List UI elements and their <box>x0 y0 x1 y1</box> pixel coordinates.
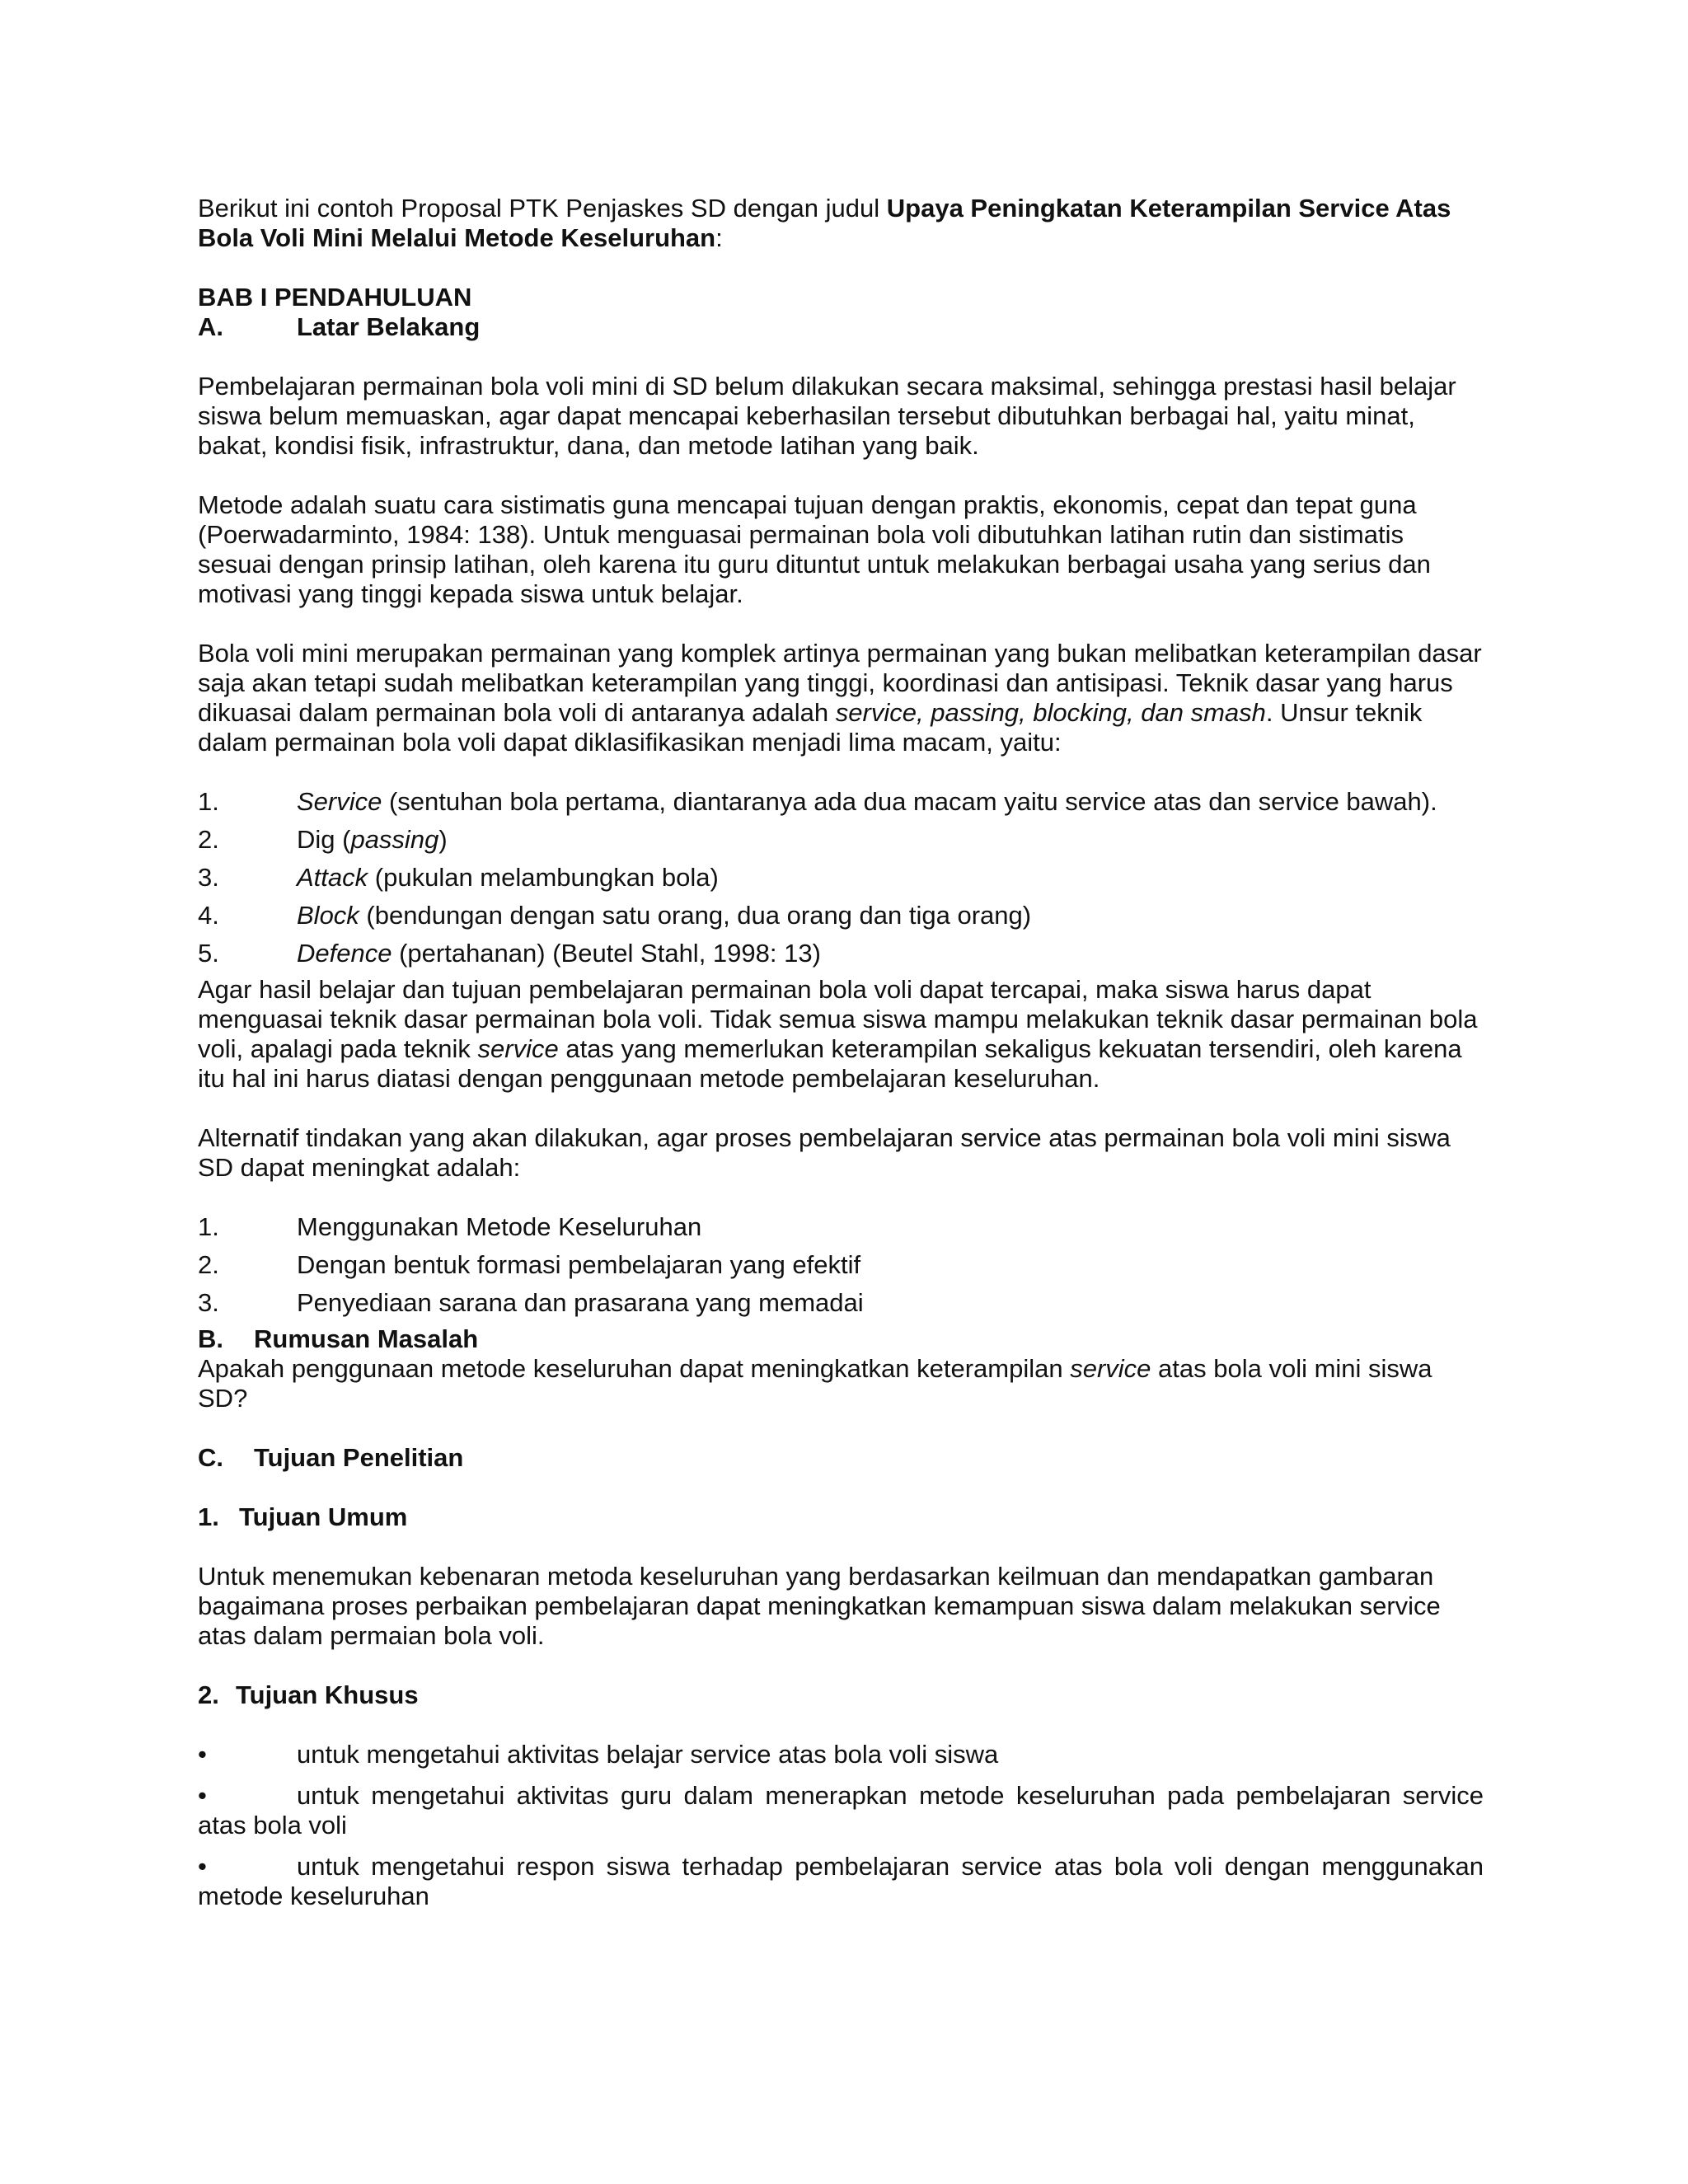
section-a-letter: A. <box>198 312 223 341</box>
paragraph-1: Pembelajaran permainan bola voli mini di SD belum dilakukan secara maksimal, sehingga prestasi hasil belajar siswa belum memuaskan, agar dapat mencapai keberhasilan tersebut dibutuhkan berbagai hal, yaitu minat, bakat, kondisi fisik, infrastruktur, dana, dan metode latihan yang baik. <box>198 372 1456 460</box>
technique-desc: (sentuhan bola pertama, diantaranya ada dua macam yaitu service atas dan service bawah). <box>382 787 1437 816</box>
paragraph-4 <box>198 975 1484 1094</box>
technique-term: passing <box>350 825 439 854</box>
technique-pre: Dig ( <box>297 825 351 854</box>
section-b-heading <box>198 1324 1484 1354</box>
list-item <box>198 1740 1484 1769</box>
tujuan-umum-number: 1. <box>198 1502 219 1531</box>
techniques-list <box>198 787 1484 968</box>
document-page <box>198 194 1484 1923</box>
paragraph-3-after: . Unsur teknik dalam permainan bola voli dapat diklasifikasikan menjadi lima macam, yaitu: <box>198 698 1423 757</box>
alternative-text: Menggunakan Metode Keseluruhan <box>297 1212 702 1241</box>
khusus-text: untuk mengetahui aktivitas belajar service atas bola voli siswa <box>297 1740 999 1769</box>
list-number: 4. <box>198 901 219 930</box>
list-item <box>198 939 1484 968</box>
technique-desc: (pertahanan) (Beutel Stahl, 1998: 13) <box>392 939 821 968</box>
section-a-title: Latar Belakang <box>297 312 481 341</box>
section-c-letter: C. <box>198 1443 223 1472</box>
rumusan-before: Apakah penggunaan metode keseluruhan dapat meningkatkan keterampilan <box>198 1354 1071 1383</box>
technique-desc: ) <box>438 825 448 854</box>
tujuan-umum-heading <box>198 1502 1484 1532</box>
tujuan-khusus-heading <box>198 1680 1484 1710</box>
list-item <box>198 1250 1484 1280</box>
list-number: 1. <box>198 1212 219 1241</box>
rumusan-after: atas bola voli mini siswa SD? <box>198 1354 1432 1413</box>
list-item <box>198 787 1484 817</box>
bullet-icon: • <box>198 1740 207 1769</box>
technique-term: Attack <box>297 863 368 892</box>
list-number: 5. <box>198 939 219 968</box>
technique-term: Defence <box>297 939 392 968</box>
section-c-heading <box>198 1443 1484 1473</box>
list-number: 2. <box>198 1250 219 1279</box>
intro-suffix: : <box>715 223 723 252</box>
khusus-list <box>198 1740 1484 1911</box>
list-number: 1. <box>198 787 219 816</box>
section-a-heading <box>198 312 1484 342</box>
list-item <box>198 1852 1484 1911</box>
chapter-heading: BAB I PENDAHULUAN <box>198 283 472 312</box>
list-number: 3. <box>198 863 219 892</box>
tujuan-umum-text: Untuk menemukan kebenaran metoda keseluruhan yang berdasarkan keilmuan dan mendapatkan gambaran bagaimana proses perbaikan pembelajaran dapat meningkatkan kemampuan siswa dalam melakukan service atas dalam permaian bola voli. <box>198 1562 1441 1650</box>
alternative-text: Penyediaan sarana dan prasarana yang memadai <box>297 1288 864 1317</box>
bullet-icon: • <box>198 1852 207 1881</box>
list-item <box>198 825 1484 855</box>
khusus-text: untuk mengetahui aktivitas guru dalam menerapkan metode keseluruhan pada pembelajaran service atas bola voli <box>198 1781 1484 1840</box>
technique-term: Service <box>297 787 382 816</box>
bullet-icon: • <box>198 1781 207 1810</box>
alternatives-list <box>198 1212 1484 1318</box>
technique-desc: (bendungan dengan satu orang, dua orang dan tiga orang) <box>359 901 1032 930</box>
paragraph-4-before: Agar hasil belajar dan tujuan pembelajaran permainan bola voli dapat tercapai, maka siswa harus dapat menguasai teknik dasar permainan bola voli. Tidak semua siswa mampu melakukan teknik dasar permainan bola voli, apalagi pada teknik <box>198 975 1478 1063</box>
rumusan-italic: service <box>1070 1354 1151 1383</box>
tujuan-khusus-title: Tujuan Khusus <box>236 1680 419 1709</box>
intro-prefix: Berikut ini contoh Proposal PTK Penjaskes SD dengan judul <box>198 194 887 223</box>
list-number: 3. <box>198 1288 219 1317</box>
tujuan-khusus-number: 2. <box>198 1680 219 1709</box>
intro-paragraph <box>198 194 1484 253</box>
rumusan-paragraph <box>198 1354 1484 1413</box>
proposal-title: Upaya Peningkatan Keterampilan Service Atas Bola Voli Mini Melalui Metode Keseluruhan <box>198 194 1451 252</box>
list-item <box>198 1212 1484 1242</box>
list-number: 2. <box>198 825 219 854</box>
technique-desc: (pukulan melambungkan bola) <box>368 863 719 892</box>
alternative-text: Dengan bentuk formasi pembelajaran yang efektif <box>297 1250 861 1279</box>
paragraph-4-italic: service <box>477 1034 559 1063</box>
list-item <box>198 1288 1484 1318</box>
section-b-letter: B. <box>198 1324 223 1353</box>
list-item <box>198 1781 1484 1840</box>
paragraph-3 <box>198 639 1484 757</box>
paragraph-3-italic: service, passing, blocking, dan smash <box>835 698 1266 727</box>
paragraph-2: Metode adalah suatu cara sistimatis guna mencapai tujuan dengan praktis, ekonomis, cepat dan tepat guna (Poerwadarminto, 1984: 138). Untuk menguasai permainan bola voli dibutuhkan latihan rutin dan sistimatis sesuai dengan prinsip latihan, oleh karena itu guru dituntut untuk melakukan berbagai usaha yang serius dan motivasi yang tinggi kepada siswa untuk belajar. <box>198 490 1431 608</box>
paragraph-4-after: atas yang memerlukan keterampilan sekaligus kekuatan tersendiri, oleh karena itu hal ini harus diatasi dengan penggunaan metode pembelajaran keseluruhan. <box>198 1034 1462 1093</box>
section-c-title: Tujuan Penelitian <box>254 1443 464 1472</box>
list-item <box>198 863 1484 893</box>
paragraph-5: Alternatif tindakan yang akan dilakukan, agar proses pembelajaran service atas permainan bola voli mini siswa SD dapat meningkat adalah: <box>198 1123 1451 1182</box>
section-b-title: Rumusan Masalah <box>254 1324 479 1353</box>
paragraph-3-before: Bola voli mini merupakan permainan yang komplek artinya permainan yang bukan melibatkan keterampilan dasar saja akan tetapi sudah melibatkan keterampilan yang tinggi, koordinasi dan antisipasi. Teknik dasar yang harus dikuasai dalam permainan bola voli di antaranya adalah <box>198 639 1482 727</box>
technique-term: Block <box>297 901 359 930</box>
khusus-text: untuk mengetahui respon siswa terhadap pembelajaran service atas bola voli dengan menggunakan metode keseluruhan <box>198 1852 1484 1910</box>
list-item <box>198 901 1484 930</box>
tujuan-umum-title: Tujuan Umum <box>239 1502 408 1531</box>
